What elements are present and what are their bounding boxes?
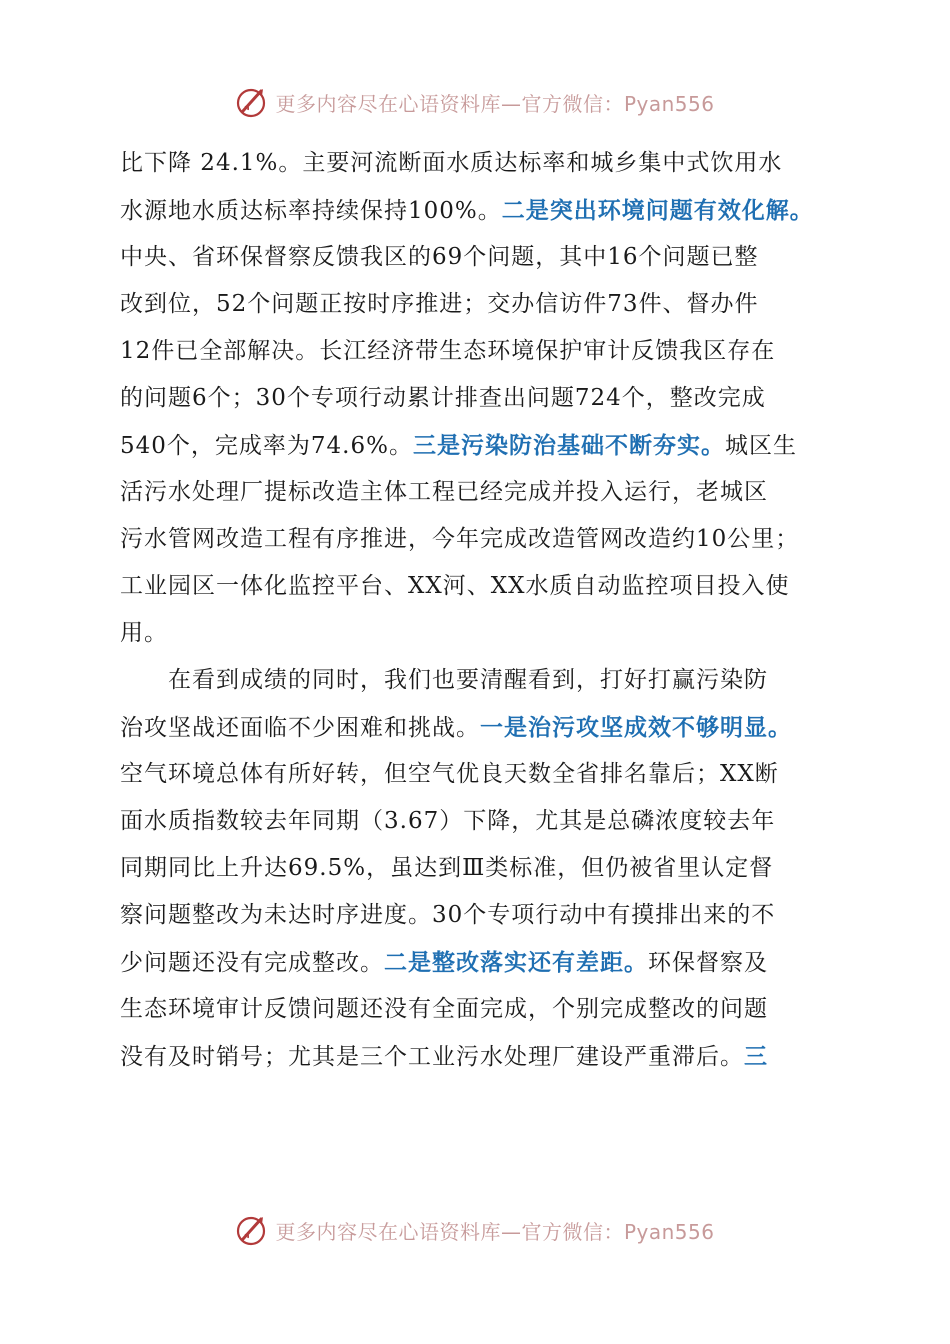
- footer-watermark-text: 更多内容尽在心语资料库—官方微信：Pyan556: [275, 1219, 715, 1244]
- text-segment: 面水质指数较去年同期（3.67）下降，尤其是总磷浓度较去年: [120, 808, 776, 834]
- text-segment: 活污水处理厂提标改造主体工程已经完成并投入运行，老城区: [120, 479, 768, 505]
- highlighted-heading: 三: [744, 1043, 768, 1070]
- text-line: [120, 563, 832, 610]
- text-line: [120, 986, 832, 1033]
- text-segment: 治攻坚战还面临不少困难和挑战。: [120, 715, 480, 741]
- text-line: [120, 234, 832, 281]
- text-segment: 少问题还没有完成整改。: [120, 950, 384, 976]
- text-line: [120, 751, 832, 798]
- text-segment: 的问题6个；30个专项行动累计排查出问题724个，整改完成: [120, 385, 766, 411]
- header-watermark-banner: [0, 82, 950, 122]
- text-segment: 用。: [120, 620, 168, 646]
- text-segment: 环保督察及: [648, 950, 768, 976]
- highlighted-heading: 二是突出环境问题有效化解。: [501, 197, 814, 224]
- text-segment: 12件已全部解决。长江经济带生态环境保护审计反馈我区存在: [120, 338, 776, 364]
- text-segment: 中央、省环保督察反馈我区的69个问题，其中16个问题已整: [120, 244, 759, 270]
- text-line: [120, 516, 832, 563]
- header-watermark-text: 更多内容尽在心语资料库—官方微信：Pyan556: [275, 91, 715, 116]
- text-segment: 空气环境总体有所好转，但空气优良天数全省排名靠后；XX断: [120, 761, 779, 787]
- text-line: [120, 657, 832, 704]
- text-segment: 540个，完成率为74.6%。: [120, 433, 413, 459]
- text-segment: 没有及时销号；尤其是三个工业污水处理厂建设严重滞后。: [120, 1044, 744, 1070]
- text-segment: 改到位，52个问题正按时序推进；交办信访件73件、督办件: [120, 291, 759, 317]
- text-line: [120, 798, 832, 845]
- highlighted-heading: 一是治污攻坚成效不够明显。: [480, 714, 792, 741]
- text-segment: 污水管网改造工程有序推进，今年完成改造管网改造约10公里；: [120, 526, 800, 552]
- text-line: [120, 845, 832, 892]
- text-segment: 城区生: [724, 433, 797, 459]
- text-segment: 比下降 24.1%。主要河流断面水质达标率和城乡集中式饮用水: [120, 150, 783, 176]
- text-segment: 同期同比上升达69.5%，虽达到Ⅲ类标准，但仍被省里认定督: [120, 855, 774, 881]
- text-line: [120, 892, 832, 939]
- text-line: [120, 281, 832, 328]
- text-line: [120, 939, 832, 986]
- text-segment: 察问题整改为未达时序进度。30个专项行动中有摸排出来的不: [120, 902, 776, 928]
- text-segment: 工业园区一体化监控平台、XX河、XX水质自动监控项目投入使: [120, 573, 790, 599]
- text-line: [120, 422, 832, 469]
- text-line: [120, 610, 832, 657]
- text-line: [120, 140, 832, 187]
- footer-watermark-banner: [0, 1210, 950, 1250]
- pen-logo-icon: [235, 85, 269, 119]
- text-line: [120, 375, 832, 422]
- text-segment: 在看到成绩的同时，我们也要清醒看到，打好打赢污染防: [168, 667, 768, 693]
- text-segment: 水源地水质达标率持续保持100%。: [120, 198, 502, 224]
- document-body: [120, 140, 832, 1080]
- text-line: [120, 704, 832, 751]
- pen-logo-icon: [235, 1213, 269, 1247]
- highlighted-heading: 二是整改落实还有差距。: [384, 949, 648, 976]
- text-line: [120, 1033, 832, 1080]
- text-segment: 生态环境审计反馈问题还没有全面完成，个别完成整改的问题: [120, 996, 768, 1022]
- highlighted-heading: 三是污染防治基础不断夯实。: [412, 432, 725, 459]
- text-line: [120, 328, 832, 375]
- text-line: [120, 469, 832, 516]
- text-line: [120, 187, 832, 234]
